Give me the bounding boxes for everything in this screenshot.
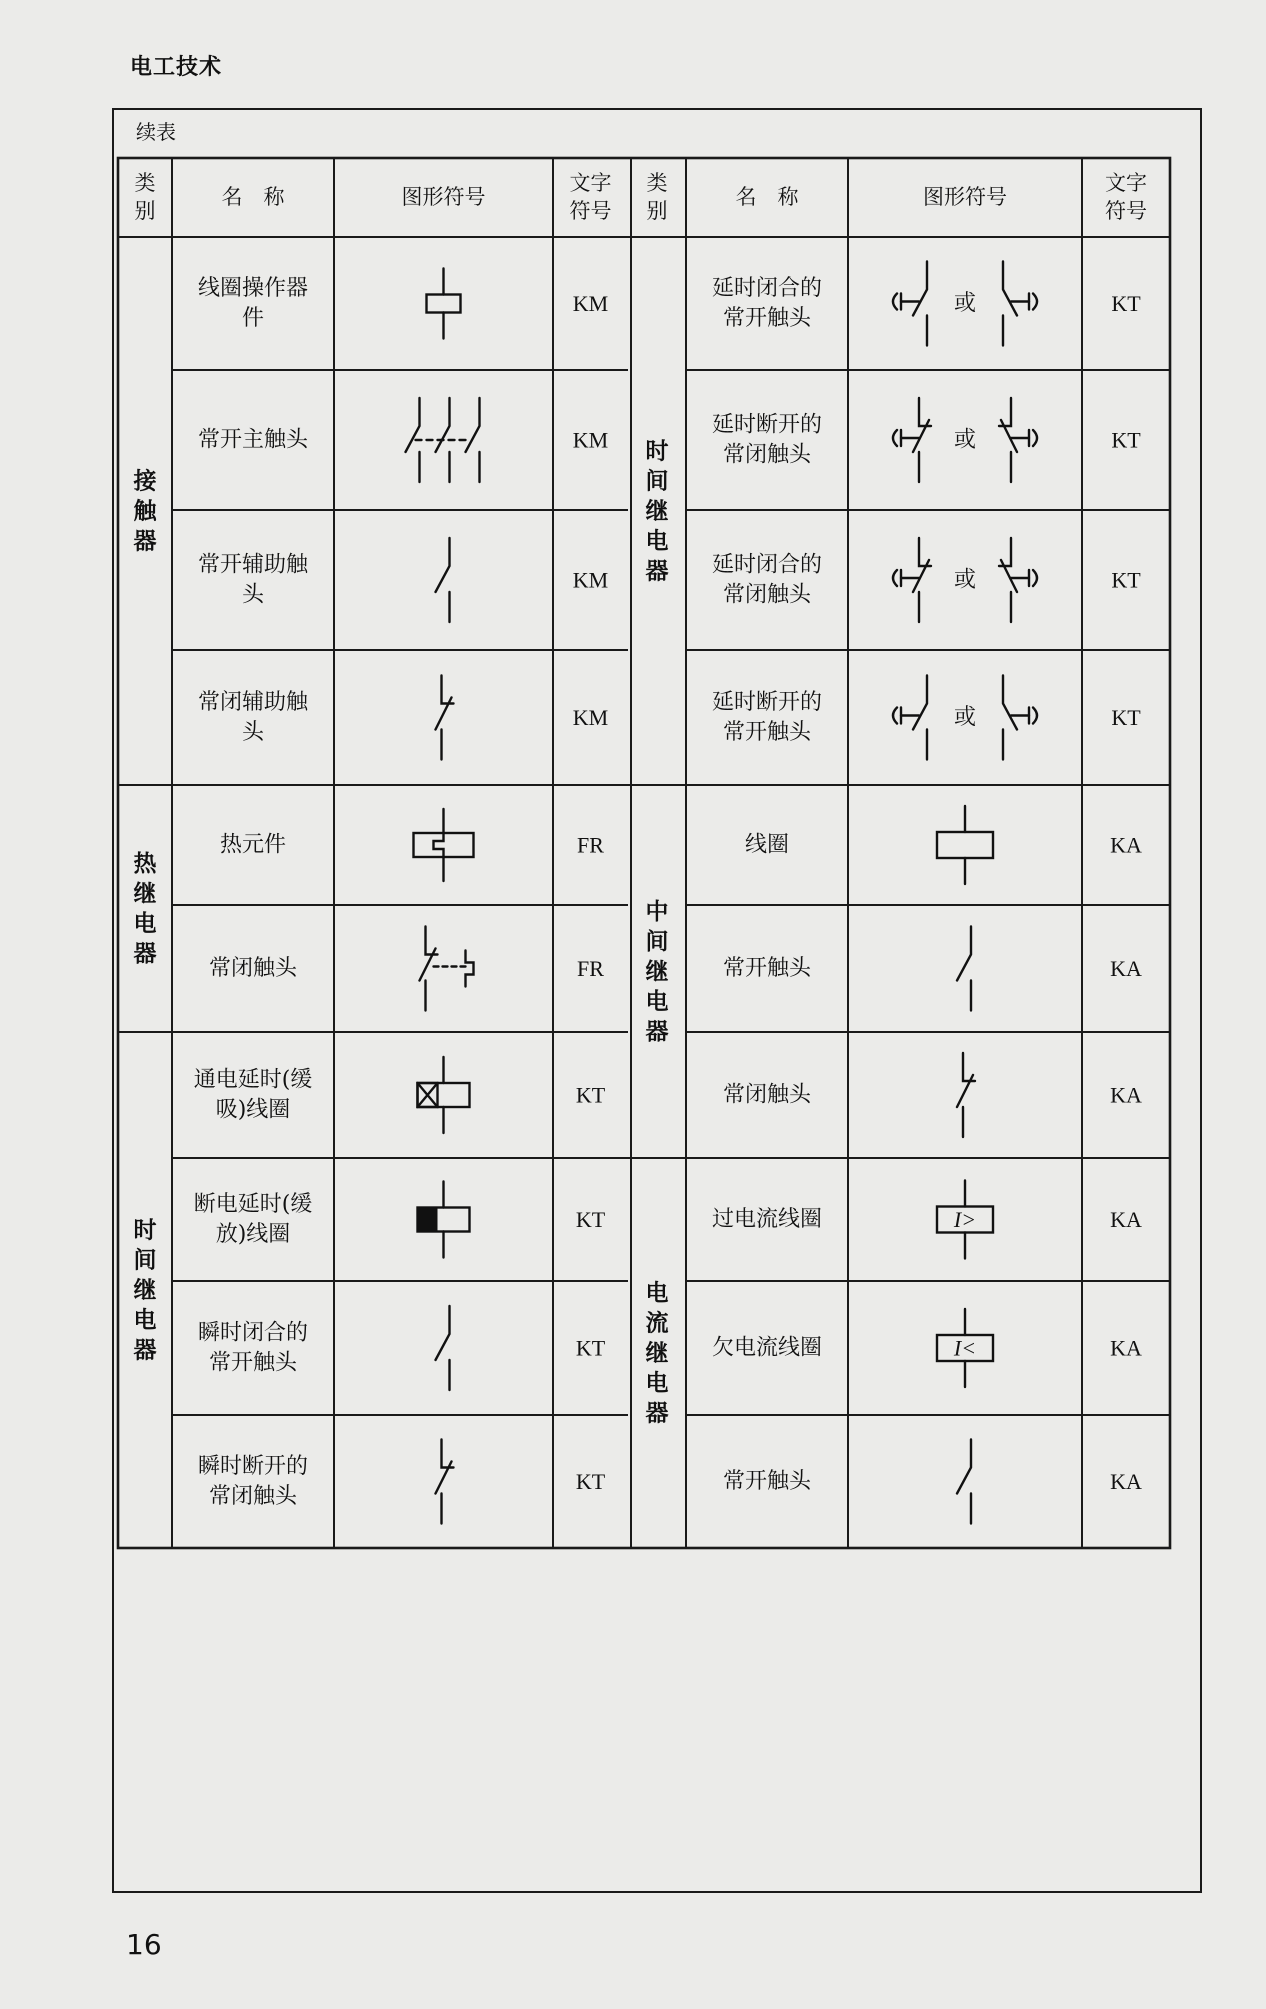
letter-code: KT bbox=[575, 1207, 606, 1232]
letter-code: KM bbox=[572, 427, 609, 453]
letter-code: KA bbox=[1110, 1469, 1142, 1494]
component-name: 常开触头 bbox=[208, 1350, 298, 1376]
component-name: 头 bbox=[241, 720, 265, 745]
undercurrent-coil-icon bbox=[937, 1309, 993, 1387]
component-name: 常闭辅助触 bbox=[197, 690, 309, 715]
component-name: 常开触头 bbox=[722, 1469, 812, 1494]
left-table-row bbox=[198, 1306, 606, 1390]
category-label-char: 中 bbox=[645, 898, 669, 925]
left-table-row bbox=[194, 1057, 606, 1133]
thermal-element-icon bbox=[414, 809, 474, 881]
left-table-row bbox=[209, 927, 604, 1011]
continued-label: 续表 bbox=[136, 120, 176, 144]
category-label-char: 器 bbox=[645, 1018, 669, 1045]
left-table-row bbox=[198, 538, 608, 622]
component-name: 延时闭合的 bbox=[711, 552, 823, 578]
letter-code: KT bbox=[1111, 291, 1141, 316]
left-table-row bbox=[220, 809, 604, 881]
on-delay-coil-icon bbox=[418, 1057, 470, 1133]
left-table-row bbox=[198, 398, 608, 482]
or-word: 或 bbox=[953, 291, 977, 316]
contactor-coil-icon bbox=[427, 269, 461, 339]
header-category: 类 bbox=[134, 171, 156, 195]
component-name: 欠电流线圈 bbox=[711, 1335, 823, 1361]
component-name: 头 bbox=[241, 582, 265, 608]
delay-open-nc-icon bbox=[893, 398, 1037, 482]
nc-contact-icon bbox=[436, 676, 454, 760]
category-label-char: 器 bbox=[133, 527, 157, 555]
component-name: 常闭触头 bbox=[722, 582, 812, 608]
header-code: 符号 bbox=[1105, 199, 1147, 223]
thermal-nc-contact-icon bbox=[420, 927, 474, 1011]
component-name: 延时断开的 bbox=[711, 690, 823, 715]
nc-contact-icon bbox=[957, 1053, 975, 1137]
category-label-char: 继 bbox=[645, 958, 669, 985]
left-category-1 bbox=[133, 468, 158, 555]
letter-code: KA bbox=[1110, 956, 1142, 981]
header-category: 别 bbox=[646, 199, 668, 223]
letter-code: KM bbox=[572, 567, 609, 593]
category-label-char: 时 bbox=[645, 437, 669, 465]
right-category-2 bbox=[646, 898, 669, 1045]
no-contact-icon bbox=[957, 927, 971, 1011]
nc-contact-icon bbox=[436, 1440, 454, 1524]
component-name: 线圈操作器 bbox=[197, 276, 309, 301]
or-word: 或 bbox=[953, 567, 977, 593]
category-label-char: 电 bbox=[645, 1369, 669, 1397]
letter-code: KT bbox=[575, 1335, 606, 1361]
no-contact-icon bbox=[957, 1440, 971, 1524]
right-table-row bbox=[723, 927, 1142, 1011]
right-table-row bbox=[712, 1181, 1142, 1259]
component-name: 放)线圈 bbox=[215, 1222, 291, 1247]
letter-code: KM bbox=[572, 291, 609, 316]
category-label-char: 电 bbox=[133, 910, 157, 937]
right-table-row bbox=[712, 1309, 1142, 1387]
header-category: 别 bbox=[134, 199, 156, 223]
category-label-char: 电 bbox=[645, 1279, 669, 1307]
category-label-char: 继 bbox=[645, 497, 669, 525]
page-number: 16 bbox=[126, 1928, 162, 1961]
header-code: 符号 bbox=[569, 199, 612, 223]
category-label-char: 间 bbox=[645, 467, 669, 495]
category-label-char: 器 bbox=[133, 1336, 157, 1364]
component-name: 通电延时(缓 bbox=[193, 1067, 313, 1093]
right-category-3 bbox=[646, 1280, 669, 1427]
delay-close-no-icon bbox=[893, 262, 1037, 346]
letter-code: KT bbox=[575, 1469, 606, 1494]
right-table-row bbox=[723, 1440, 1142, 1524]
category-label-char: 时 bbox=[133, 1216, 157, 1244]
right-table-row bbox=[712, 262, 1141, 346]
letter-code: KT bbox=[1111, 705, 1141, 730]
right-table-row bbox=[723, 1053, 1142, 1137]
component-name: 件 bbox=[241, 306, 265, 331]
header-code: 文字 bbox=[569, 171, 612, 195]
category-label-char: 热 bbox=[133, 850, 157, 877]
left-header-row bbox=[135, 171, 612, 223]
coil-icon bbox=[937, 806, 993, 884]
right-table-row bbox=[712, 538, 1141, 622]
component-name: 过电流线圈 bbox=[711, 1207, 823, 1232]
category-label-char: 间 bbox=[133, 1246, 157, 1274]
left-table-row bbox=[198, 269, 608, 339]
left-category-3 bbox=[134, 1217, 157, 1364]
component-name: 延时断开的 bbox=[711, 412, 823, 438]
component-name: 常开触头 bbox=[722, 306, 812, 331]
component-name: 常开主触头 bbox=[197, 427, 309, 453]
category-label-char: 器 bbox=[645, 1399, 669, 1427]
overcurrent-coil-icon bbox=[937, 1181, 993, 1259]
letter-code: KA bbox=[1110, 1082, 1142, 1108]
left-table-row bbox=[198, 676, 608, 760]
delay-open-no-icon bbox=[893, 676, 1037, 760]
category-label-char: 电 bbox=[645, 988, 669, 1015]
category-label-char: 间 bbox=[645, 928, 669, 955]
or-word: 或 bbox=[953, 705, 977, 730]
component-name: 线圈 bbox=[744, 832, 790, 858]
letter-code: KA bbox=[1110, 1335, 1142, 1361]
left-table-row bbox=[194, 1182, 606, 1258]
component-name: 常闭触头 bbox=[722, 1082, 812, 1108]
or-word: 或 bbox=[953, 427, 977, 453]
right-table-row bbox=[712, 676, 1141, 760]
running-title: 电工技术 bbox=[130, 54, 223, 80]
component-name: 吸)线圈 bbox=[215, 1097, 291, 1123]
letter-code: KA bbox=[1110, 1207, 1142, 1232]
right-table-row bbox=[712, 398, 1141, 482]
letter-code: KA bbox=[1110, 832, 1142, 858]
off-delay-coil-icon bbox=[418, 1182, 470, 1258]
left-category-2 bbox=[134, 850, 158, 967]
component-name: 常闭触头 bbox=[208, 956, 298, 981]
header-name: 名 称 bbox=[221, 185, 285, 209]
category-label-char: 继 bbox=[645, 1339, 669, 1367]
category-label-char: 器 bbox=[133, 940, 157, 967]
no-contact-icon bbox=[436, 538, 450, 622]
left-table-row bbox=[198, 1440, 606, 1524]
component-name: 常开触头 bbox=[722, 956, 812, 981]
category-label-char: 电 bbox=[645, 527, 669, 555]
letter-code: KM bbox=[572, 705, 609, 730]
component-name: 瞬时断开的 bbox=[197, 1454, 309, 1479]
letter-code: FR bbox=[577, 956, 604, 981]
right-header-row bbox=[647, 171, 1148, 223]
main-contacts-icon bbox=[406, 398, 480, 482]
letter-code: KT bbox=[1111, 427, 1141, 453]
header-symbol: 图形符号 bbox=[923, 185, 1007, 209]
category-label-char: 继 bbox=[133, 1276, 157, 1304]
category-label-char: 触 bbox=[133, 497, 157, 525]
category-label-char: 电 bbox=[133, 1306, 157, 1334]
delay-close-nc-icon bbox=[893, 538, 1037, 622]
header-name: 名 称 bbox=[735, 185, 799, 209]
component-name: 常闭触头 bbox=[722, 442, 812, 468]
letter-code: KT bbox=[575, 1082, 606, 1108]
header-category: 类 bbox=[646, 171, 668, 195]
coil-mark: I> bbox=[953, 1207, 977, 1232]
component-name: 常开触头 bbox=[722, 720, 812, 745]
component-name: 常开辅助触 bbox=[197, 552, 309, 578]
component-name: 瞬时闭合的 bbox=[197, 1320, 309, 1346]
category-label-char: 流 bbox=[645, 1309, 669, 1337]
category-label-char: 继 bbox=[133, 880, 157, 907]
letter-code: KT bbox=[1111, 567, 1141, 593]
no-contact-icon bbox=[436, 1306, 450, 1390]
component-name: 常闭触头 bbox=[208, 1484, 298, 1509]
header-symbol: 图形符号 bbox=[401, 185, 486, 209]
header-code: 文字 bbox=[1105, 171, 1147, 195]
component-name: 延时闭合的 bbox=[711, 276, 823, 301]
component-name: 热元件 bbox=[219, 832, 287, 858]
right-category-1 bbox=[646, 438, 669, 585]
coil-mark: I< bbox=[953, 1335, 977, 1361]
component-name: 断电延时(缓 bbox=[193, 1192, 313, 1217]
category-label-char: 接 bbox=[133, 467, 157, 495]
category-label-char: 器 bbox=[645, 557, 669, 585]
letter-code: FR bbox=[577, 832, 604, 858]
